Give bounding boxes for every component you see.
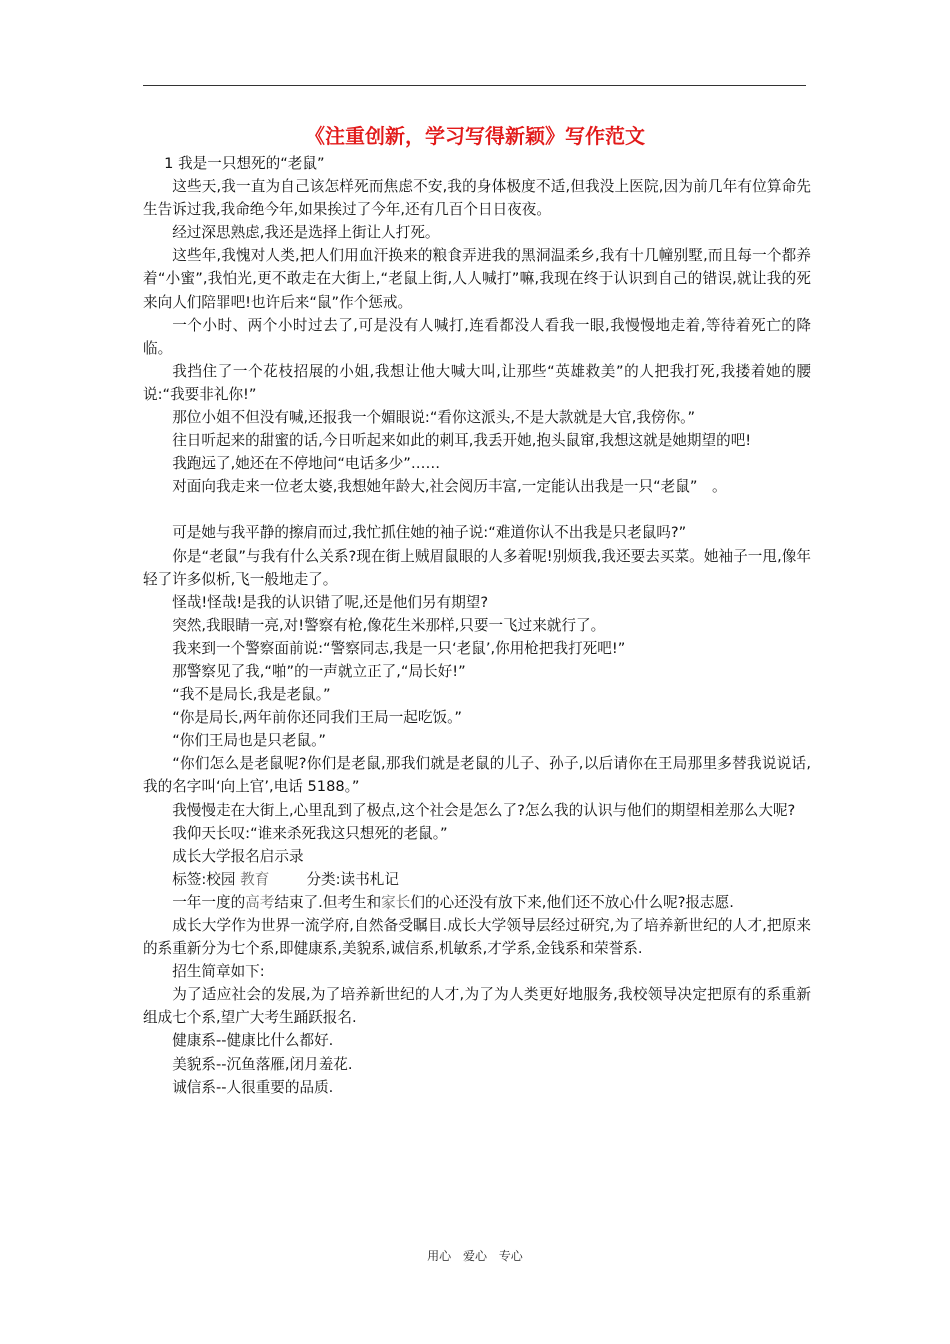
paragraph: 一个小时、两个小时过去了,可是没有人喊打,连看都没人看我一眼,我慢慢地走着,等待着死亡的降临。 [143, 316, 811, 357]
document-body [143, 152, 811, 1099]
paragraph: 招生简章如下: [172, 963, 265, 981]
paragraph: 我慢慢走在大街上,心里乱到了极点,这个社会是怎么了?怎么我的认识与他们的期望相差那么大呢? [172, 801, 796, 819]
paragraph: “我不是局长,我是老鼠。” [172, 686, 331, 704]
text-run: 结束了.但考生和 [274, 893, 382, 911]
keyword-link[interactable]: 高考 [245, 893, 275, 911]
paragraph: 怪哉!怪哉!是我的认识错了呢,还是他们另有期望? [172, 593, 489, 611]
paragraph: 这些年,我愧对人类,把人们用血汗换来的粮食弄进我的黑洞温柔乡,我有十几幢别墅,而且每一个都养着“小蜜”,我怕光,更不敢走在大街上,“老鼠上街,人人喊打”嘛,我现在终于认识到自己的错误,就让我的死来向人们陪罪吧!也许后来“鼠”作个惩戒。 [143, 247, 811, 311]
paragraph: 那警察见了我,“啪”的一声就立正了,“局长好!” [172, 662, 466, 680]
paragraph: 健康系--健康比什么都好. [172, 1032, 334, 1050]
paragraph: 美貌系--沉鱼落雁,闭月羞花. [172, 1055, 353, 1073]
paragraph: 那位小姐不但没有喊,还报我一个媚眼说:“看你这派头,不是大款就是大官,我傍你。” [172, 409, 696, 427]
paragraph: 这些天,我一直为自己该怎样死而焦虑不安,我的身体极度不适,但我没上医院,因为前几年有位算命先生告诉过我,我命绝今年,如果挨过了今年,还有几百个日日夜夜。 [143, 178, 811, 219]
paragraph: 对面向我走来一位老太婆,我想她年龄大,社会阅历丰富,一定能认出我是一只“老鼠” 。 [172, 478, 727, 496]
paragraph: 突然,我眼睛一亮,对!警察有枪,像花生米那样,只要一飞过来就行了。 [172, 616, 606, 634]
paragraph: 为了适应社会的发展,为了培养新世纪的人才,为了为人类更好地服务,我校领导决定把原有的系重新组成七个系,望广大考生踊跃报名. [143, 986, 811, 1027]
section-heading: 1 我是一只想死的“老鼠” [164, 155, 325, 172]
keyword-link[interactable]: 家长 [381, 893, 411, 911]
paragraph: 我挡住了一个花枝招展的小姐,我想让他大喊大叫,让那些“英雄救美”的人把我打死,我搂着她的腰说:“我要非礼你!” [143, 362, 811, 403]
tags-label: 标签:校园 [172, 870, 236, 888]
tags-line [143, 868, 811, 891]
paragraph: 往日听起来的甜蜜的话,今日听起来如此的刺耳,我丢开她,抱头鼠窜,我想这就是她期望的吧! [172, 432, 752, 450]
paragraph: 经过深思熟虑,我还是选择上街让人打死。 [172, 224, 440, 242]
paragraph: 我仰天长叹:“谁来杀死我这只想死的老鼠。” [172, 824, 448, 842]
category-label: 分类:读书札记 [306, 870, 399, 888]
page-footer: 用心 爱心 专心 [427, 1249, 523, 1263]
paragraph: “你们王局也是只老鼠。” [172, 732, 326, 750]
blank-line [143, 498, 811, 521]
text-run: 们的心还没有放下来,他们还不放心什么呢?报志愿. [410, 893, 734, 911]
paragraph: “你是局长,两年前你还同我们王局一起吃饭。” [172, 709, 462, 727]
paragraph: 你是“老鼠”与我有什么关系?现在街上贼眉鼠眼的人多着呢!别烦我,我还要去买菜。她袖子一甩,像年轻了许多似析,飞一般地走了。 [143, 547, 811, 588]
paragraph: “你们怎么是老鼠呢?你们是老鼠,那我们就是老鼠的儿子、孙子,以后请你在王局那里多替我说说话,我的名字叫‘向上官’,电话 5188。” [143, 755, 811, 796]
paragraph: 成长大学作为世界一流学府,自然备受瞩目.成长大学领导层经过研究,为了培养新世纪的人才,把原来的系重新分为七个系,即健康系,美貌系,诚信系,机敏系,才学系,金钱系和荣誉系. [143, 917, 811, 958]
paragraph: 我来到一个警察面前说:“警察同志,我是一只‘老鼠’,你用枪把我打死吧!” [172, 639, 626, 657]
header-rule [143, 85, 806, 86]
paragraph: 诚信系--人很重要的品质. [172, 1078, 334, 1096]
text-run: 一年一度的 [172, 893, 246, 911]
document-title: 《注重创新，学习写得新颖》写作范文 [305, 124, 645, 148]
tag-link[interactable]: 教育 [240, 870, 270, 888]
paragraph [143, 891, 811, 914]
paragraph: 我跑远了,她还在不停地问“电话多少”…… [172, 455, 441, 473]
section-heading: 成长大学报名启示录 [172, 847, 304, 865]
paragraph: 可是她与我平静的擦肩而过,我忙抓住她的袖子说:“难道你认不出我是只老鼠吗?” [172, 524, 687, 542]
